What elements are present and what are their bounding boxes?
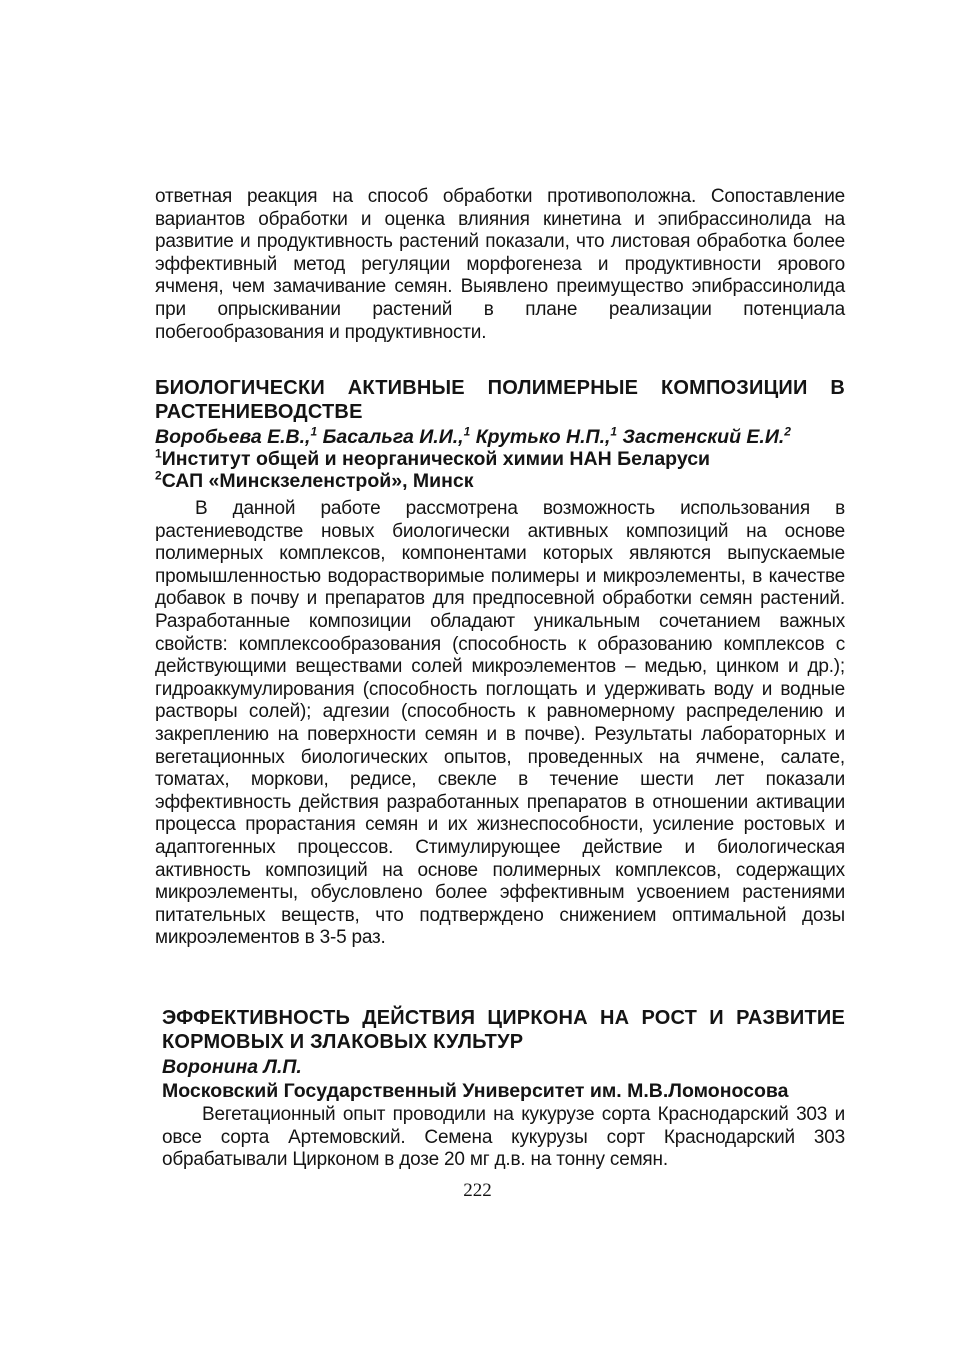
article-2-body: Вегетационный опыт проводили на кукурузе сорта Краснодарский 303 и овсе сорта Артемовский. Семена кукурузы сорт Краснодарский 303 обрабатывали Цирконом в дозе 20 мг д.в. на тонну семян. — [162, 1104, 845, 1171]
article-1-title: БИОЛОГИЧЕСКИ АКТИВНЫЕ ПОЛИМЕРНЫЕ КОМПОЗИЦИИ В РАСТЕНИЕВОДСТВЕ — [155, 377, 845, 423]
author-1-name: Воробьева Е.В., — [155, 426, 311, 448]
author-3-name: Крутько Н.П., — [475, 426, 611, 448]
author-2-name: Басальга И.И., — [322, 426, 464, 448]
article-1-affiliation-2 — [155, 470, 845, 492]
affiliation-2-mark: 2 — [155, 468, 162, 483]
author-1-mark: 1 — [310, 424, 318, 439]
article-1-authors — [155, 426, 845, 448]
article-2 — [162, 1006, 845, 1172]
article-2-title: ЭФФЕКТИВНОСТЬ ДЕЙСТВИЯ ЦИРКОНА НА РОСТ И РАЗВИТИЕ КОРМОВЫХ И ЗЛАКОВЫХ КУЛЬТУР — [162, 1007, 845, 1053]
article-2-affiliation: Московский Государственный Университет им. М.В.Ломоносова — [162, 1080, 789, 1102]
article-1-body: В данной работе рассмотрена возможность использования в растениеводстве новых биологически активных композиций на основе полимерных комплексов, компонентами которых являются выпускаемые промышленностью водорастворимые полимеры и микроэлементы, в качестве добавок в почву и препаратов для предпосевной обработки семян растений. Разработанные композиции обладают уникальным сочетанием важных свойств: комплексообразования (способность к образованию комплексов с действующими веществами солей микроэлементов – медью, цинком и др.); гидроаккумулирования (способность поглощать и удерживать воду и водные растворы солей); адгезии (способность к равномерному распределению и закреплению на поверхности семян и в почве). Результаты лабораторных и вегетационных биологических опытов, проведенных на ячмене, салате, томатах, моркови, редисе, свекле в течение шести лет показали эффективность действия разработанных препаратов в отношении активации процесса прорастания семян и их жизнеспособности, усиление ростовых и адаптогенных процессов. Стимулирующее действие и биологическая активность композиций на основе полимерных комплексов, содержащих микроэлементы, обусловлено более эффективным усвоением растениями питательных веществ, что подтверждено снижением оптимальной дозы микроэлементов в 3-5 раз. — [155, 498, 845, 949]
author-3-mark: 1 — [610, 424, 618, 439]
author-2-mark: 1 — [463, 424, 471, 439]
author-4-mark: 2 — [784, 424, 791, 439]
author-4-name: Застенский Е.И. — [622, 426, 785, 448]
affiliation-1-text: Институт общей и неорганической химии НАН Беларуси — [161, 448, 711, 470]
article-1 — [155, 376, 845, 950]
intro-section — [155, 186, 845, 344]
intro-paragraph: ответная реакция на способ обработки противоположна. Сопоставление вариантов обработки и оценка влияния кинетина и эпибрассинолида на развитие и продуктивность растений показали, что листовая обработка более эффективный метод регуляции морфогенеза и продуктивности ярового ячменя, чем замачивание семян. Выявлено преимущество эпибрассинолида при опрыскивании растений в плане реализации потенциала побегообразования и продуктивности. — [155, 186, 845, 343]
article-1-affiliation-1 — [155, 448, 845, 470]
page-number: 222 — [463, 1180, 492, 1201]
affiliation-1-mark: 1 — [155, 446, 162, 461]
article-2-author: Воронина Л.П. — [162, 1056, 302, 1078]
affiliation-2-text: САП «Минскзеленстрой», Минск — [161, 470, 474, 492]
